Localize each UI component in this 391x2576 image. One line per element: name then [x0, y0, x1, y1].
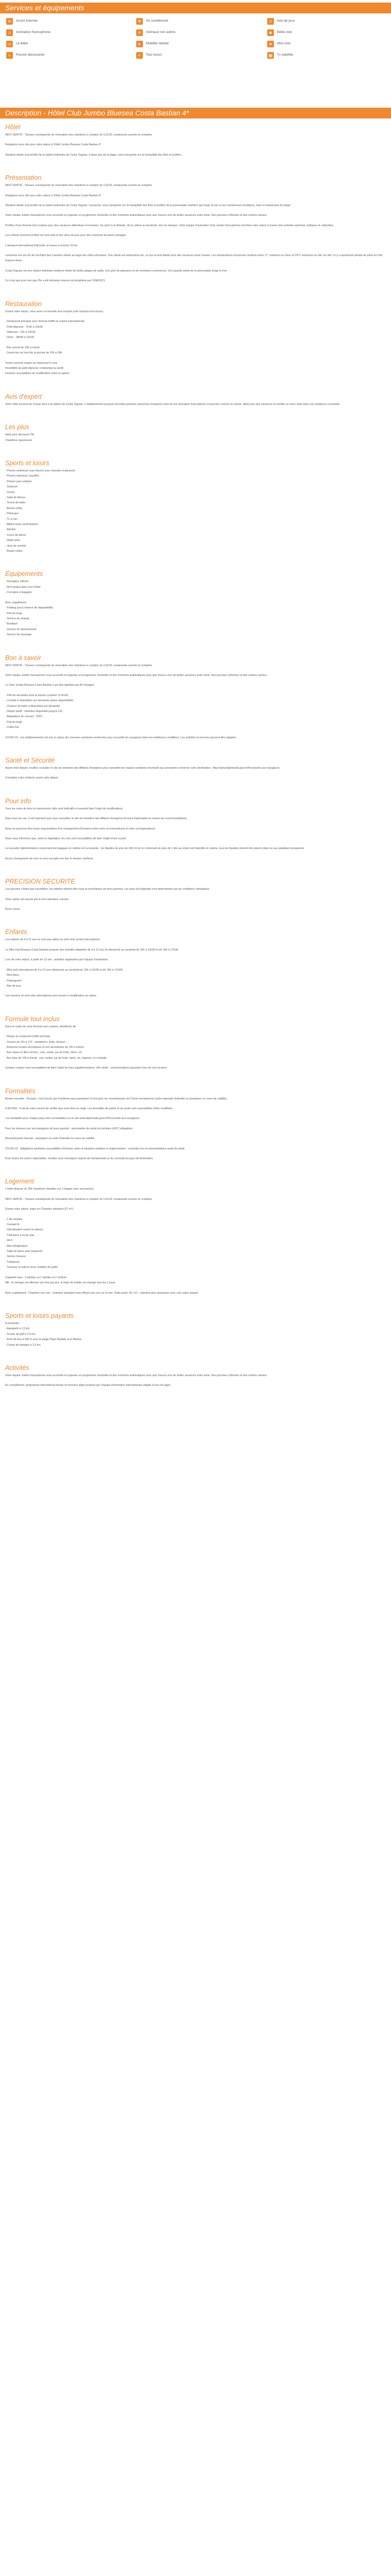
service-item: [130, 15, 261, 27]
description-content: [5, 124, 386, 1393]
list-spacer: [5, 1270, 386, 1275]
section-note: Avec supplément : Chambre vue mer : chambre standard mais offrant une vue sur la mer. Suite junior (41 m²) : chambre plus spacieuse avec coin salon séparé.: [5, 1291, 199, 1295]
service-item: [0, 27, 130, 38]
section-heading: PRECISION SECURITE: [5, 878, 75, 886]
section-paragraph: Les piscines n'étant pas surveillées, les enfants doivent être sous la surveillance de leurs parents. Les eaux de baignade sont déterminées par les conditions climatiques.: [5, 888, 210, 891]
section-paragraph: Rejoignez-nous vite pour votre séjour à l'hôtel Jumbo Bluesea Costa Bastian 4*: [5, 143, 102, 147]
service-label: Piscine découverte: [16, 53, 44, 57]
section-paragraph: Dans tous les cas, il est important que vous consultiez le site du ministère des Affaires étrangères (France Diplomatie) et suiviez les recommandations.: [5, 817, 188, 821]
list-item: - Water-polo: [5, 539, 20, 543]
service-label: Lit bébé: [16, 41, 28, 45]
section-paragraph: COVID-19 : obligations sanitaires susceptibles d'évoluer selon la situation sanitaire et réglementaire ; consultez les recommandations avant de partir.: [5, 1147, 186, 1150]
list-item: - Pataugeoire: [5, 979, 22, 982]
list-item: - Service de massage: [5, 633, 32, 637]
list-item: - Mini-réfrigérateur: [5, 1244, 28, 1248]
section-paragraph: Ressortissants français : passeport ou carte d'identité en cours de validité.: [5, 1137, 95, 1141]
list-item: - Petit déjeuner : 7h30 à 10h30: [5, 325, 43, 329]
section-paragraph: Pour toutes les autres nationalités, veuillez vous renseigner auprès de l'ambassade ou du consulat du pays de destination.: [5, 1157, 154, 1160]
section-heading: Pour info: [5, 797, 31, 805]
section-paragraph: A NOTER : Il est de votre ressort de vérifier que vous êtes en règle. Les formalités de police et de santé sont susceptibles d'être modifiées.: [5, 1107, 173, 1110]
list-item: - Cours de danse: [5, 533, 26, 537]
section-heading: Sports et loisirs payants: [5, 1312, 74, 1319]
list-item: - Mini-disco: [5, 974, 20, 977]
section-heading: Sports et loisirs: [5, 459, 50, 467]
section-heading: Hôtel: [5, 124, 21, 131]
section-paragraph: Ce n'est pas pour rien que l'île a été déclarée réserve de biosphère par l'UNESCO.: [5, 279, 106, 283]
list-item: - Parking (sous réserve de disponibilité): [5, 606, 54, 610]
animation-icon: ♫: [6, 29, 13, 36]
list-item: - Boutique: [5, 622, 18, 626]
section-heading: Formalités: [5, 1087, 36, 1095]
service-label: Animaux non admis: [146, 30, 176, 34]
section-heading: Les plus: [5, 423, 29, 431]
tv-icon: ▣: [267, 52, 274, 59]
section-paragraph: Les enfants pourront profiter du mini-club et des aires de jeux pour des moments de plaisir partagés.: [5, 234, 127, 238]
services-section: [0, 0, 391, 102]
no-pets-icon: ✕: [136, 29, 143, 36]
list-item: - Restaurant principal avec formule buffet et cuisine internationale: [5, 320, 85, 324]
section-list: [5, 968, 386, 989]
list-item: - Climatisation (selon la saison): [5, 1228, 43, 1232]
service-item: [261, 15, 391, 27]
section-heading: Avis d'expert: [5, 393, 42, 400]
list-item: - Lit bébé à disposition sur demande (selon disponibilité): [5, 699, 74, 703]
list-item: - Beach-volley: [5, 506, 23, 510]
section-paragraph: La nouvelle réglementation concernant les bagages en cabine est la suivante : les liquides de plus de 100 ml (et un contenant de plus de 1 litre au total) sont interdits en cabine, tous les liquides doivent être placés dans un sac plastique transparent.: [5, 847, 305, 851]
list-item: - Aire de jeux: [5, 984, 21, 988]
services-title: Services et équipements: [0, 3, 391, 13]
section-note: Certains snacks sont susceptibles de faire l'objet de frais supplémentaires. Info vérité : consommations payantes hors de ces horaires.: [5, 1066, 168, 1070]
list-item: - Wi-fi gratuit dans tout l'hôtel: [5, 585, 41, 589]
section-paragraph: Votre équipe Jumbo francophone vous accueille et organise un programme d'activités et des moments authentiques pour que chacun vive de belles vacances entre amis. Des journées rythmées et des soirées variées.: [5, 214, 268, 217]
section-heading: Santé et Sécurité: [5, 757, 55, 764]
service-label: Aire de jeux: [277, 19, 295, 23]
list-item: - Aux bars de 10h à minuit : eau, sodas, jus de fruits, bière, vin, liqueurs, et cocktails: [5, 1056, 107, 1060]
list-item: Idéal pour découvrir l'île: [5, 433, 35, 437]
service-label: Accès Internet: [16, 19, 38, 23]
list-item: - Pétanque: [5, 512, 19, 516]
list-item: - Aérobic: [5, 528, 16, 532]
list-item: - Snacks de 11h à 17h : sandwichs, fruits, dessert...: [5, 1040, 68, 1044]
services-grid: [0, 15, 391, 61]
list-item: - Aquapark à 1,5 km: [5, 1327, 30, 1331]
list-item: - Snack-bar au bord de la piscine de 10h à 18h: [5, 351, 62, 355]
section-paragraph: Profitez d'une formule tout compris pour des vacances détendues et réussies. Du sport à la détente, de la culture au farniente, rien ne manque. Votre équipe d'animation Club Jumbo francophone enrichira votre séjour à travers des activités sportives, ludiques et culturelles.: [5, 224, 334, 227]
list-item: - Télévision à écran plat: [5, 1233, 35, 1237]
section-paragraph: Le Club Jumbo Bluesea Costa Bastian a pu être labellisé par Air Voyages.: [5, 684, 95, 687]
section-note: Les horaires du mini-club international sont soumis à modification sur place.: [5, 994, 97, 998]
section-list: [5, 693, 386, 731]
list-item: - Téléphone: [5, 1260, 20, 1264]
list-item: - Piscine pour enfants: [5, 480, 32, 483]
list-item: - Salle de fitness: [5, 496, 26, 499]
list-item: - Chaises de bébé à disposition sur demande: [5, 704, 60, 708]
list-item: Possibilité de petit déjeuner continental ou tardif.: [5, 366, 64, 370]
list-item: - Consigne à bagages: [5, 591, 32, 595]
list-item: - Tir à l'arc: [5, 517, 18, 521]
section-paragraph: Les enfants de 4 à 11 ans ne sont pas admis au mini-club Jumbo francophone.: [5, 938, 101, 942]
section-paragraph: Le Mini-club Bluesea Costa Bastian propose des activités adaptées de 4 à 12 ans du dimanche au vendredi de 10h à 12h30 et de 15h à 17h30.: [5, 948, 179, 952]
service-label: Mini-club: [277, 41, 291, 45]
list-item: - Wi-fi: [5, 1239, 12, 1243]
list-item: - Mini-club international de 4 à 12 ans (dimanche au vendredi de 10h à 12h30 et de 15h à 17h30): [5, 968, 123, 972]
description-title: Description - Hôtel Club Jumbo Bluesea Costa Bastian 4*: [0, 108, 391, 118]
section-paragraph: Votre équipe Jumbo francophone vous accueille et organise un programme d'activités et des moments authentiques pour que chacun vive de belles vacances entre amis. Des journées rythmées et des soirées variées.: [5, 673, 268, 677]
list-item: - Beach-volley: [5, 550, 23, 553]
section-paragraph: INFO VERITÉ : Travaux conséquents de rénovation des chambres à compter du 1/11/20, restaurants ouverts et complets.: [5, 133, 153, 137]
list-item: - Terrasse ou balcon avec mobilier de jardin: [5, 1266, 58, 1269]
service-label: Animation francophone: [16, 30, 51, 34]
all-inclusive-icon: ✓: [136, 52, 143, 59]
snowflake-icon: ✻: [136, 18, 143, 25]
section-note: COVID-19 : Les établissements ont mis en place des mesures sanitaires renforcées pour accueillir les voyageurs dans les meilleures conditions. Les activités et services peuvent être adaptés.: [5, 736, 237, 739]
list-item: - Canapé-lit: [5, 1223, 20, 1227]
list-item: - Départ tardif : chambre disponible jusqu'à 12h: [5, 709, 63, 713]
list-item: À proximité :: [5, 1321, 21, 1325]
list-spacer: [5, 341, 386, 345]
wifi-icon: ≋: [6, 18, 13, 25]
list-spacer: [5, 596, 386, 600]
list-item: - Déjeuner : 13h à 15h30: [5, 330, 36, 334]
service-label: Tv satellite: [277, 53, 294, 57]
section-paragraph: Votre séjour est assuré par le tour-opérateur suivant :: [5, 897, 70, 901]
list-item: - Service de change: [5, 617, 30, 620]
list-item: - Jeux de société: [5, 544, 26, 548]
section-heading: Équipements: [5, 570, 43, 578]
pool-icon: ≈: [6, 52, 13, 59]
section-heading: Présentation: [5, 174, 42, 182]
list-item: Chambres spacieuses: [5, 438, 32, 442]
section-paragraph: INFO VERITÉ : Travaux conséquents de rénovation des chambres à compter du 1/11/20, restaurants ouverts et complets.: [5, 664, 153, 667]
list-item: - Terrain de golf à 2,5 km: [5, 1332, 36, 1336]
section-heading: Bon à savoir: [5, 654, 41, 662]
list-item: - Salle de bains avec baignoire: [5, 1250, 43, 1253]
list-item: - Bar central de 10h à minuit: [5, 346, 40, 349]
list-spacer: [5, 356, 386, 361]
list-item: - Aux repas en libre service : eau, sodas, jus de fruits, bière, vin: [5, 1051, 82, 1055]
service-item: [261, 38, 391, 49]
section-paragraph: Votre équipe Jumbo francophone vous accueille et organise un programme d'activités et des moments authentiques pour que chacun vive de belles vacances entre amis. Des journées rythmées et des soirées variées.: [5, 1374, 268, 1377]
section-paragraph: Consultez votre médecin avant votre départ.: [5, 776, 59, 780]
list-item: Tenue correcte exigée au restaurant le soir.: [5, 361, 58, 365]
section-paragraph: Durant votre séjour, vous serez en formule tout compris (voir rubrique tout inclus).: [5, 310, 104, 313]
list-item: - Centre de plongée à 2,5 km: [5, 1343, 41, 1347]
list-item: - Adaptateur de courant : 220V: [5, 715, 43, 719]
section-list: [5, 1217, 386, 1286]
section-paragraph: Nous vous informons que, selon la législation, les vols sont susceptibles de faire l'objet d'une escale.: [5, 837, 127, 841]
section-paragraph: Lors de votre séjour, à partir de 12 ans : activités organisées par l'équipe d'animation.: [5, 958, 109, 962]
list-item: NB : le ménage est effectué une fois par jour, le linge de toilette est changé tous les 2 jours.: [5, 1281, 116, 1285]
section-list: [5, 432, 386, 443]
list-item: - Dîner : 18h45 à 21h30: [5, 336, 34, 340]
section-paragraph: Les modalités pour chaque pays sont consultables sur le site www.diplomatie.gouv.fr/fr/conseils-aux-voyageurs.: [5, 1117, 140, 1121]
kids-club-icon: ★: [267, 41, 274, 47]
list-item: - 2 lits simples: [5, 1217, 23, 1221]
section-list: [5, 1034, 386, 1061]
list-item: - Tennis: [5, 490, 15, 494]
section-list: [5, 468, 386, 554]
section-paragraph: L'aéroport international d'Arrecife se trouve à environ 15 km.: [5, 244, 78, 247]
section-paragraph: Situation idéale à proximité de la station balnéaire de Costa Teguise, Lanzarote, vous transporte sur la tranquillité des flots et profitez de la promenade maritime qui longe la mer et ses nombreuses boutiques, bars et restaurants de plage.: [5, 204, 291, 208]
list-item: - Tennis de table: [5, 501, 25, 505]
list-item: - Boissons locales alcoolisées et non alcoolisées de 10h à minuit: [5, 1045, 84, 1049]
list-item: Horaires susceptibles de modification selon la saison.: [5, 372, 70, 376]
section-paragraph: Votre hôtel au bord de l'océan face à la station de Costa Teguise. L'établissement propose de belles piscines entourées d'espaces verts et une animation francophone en journée comme en soirée. Idéal pour des vacances en famille ou entre amis dans une ambiance conviviale.: [5, 402, 340, 406]
section-paragraph: Nous ne pourrons être tenus responsables d'un changement d'horaires entre votre vol international et votre correspondance.: [5, 827, 156, 831]
section-paragraph: INFO VERITÉ : Travaux conséquents de rénovation des chambres à compter du 1/11/20, restaurants ouverts et complets.: [5, 184, 153, 188]
section-paragraph: Tous les noms de lieux et monuments cités sont indicatifs et peuvent faire l'objet de modifications.: [5, 807, 123, 810]
list-item: - Sèche-cheveux: [5, 1255, 26, 1259]
service-item: [261, 27, 391, 38]
section-paragraph: Lanzarote est une île de l'archipel des Canaries située au large des côtes africaines. Son climat est subtropical sec, ce qui la rend idéale pour des vacances toute l'année. Les températures moyennes oscillent entre 17° minimum en hiver et 29°C maximum en été. En été, il n'y a quasiment jamais de pluie et il fait toujours beau.: [5, 254, 382, 263]
section-heading: Logement: [5, 1178, 34, 1185]
list-item: - Repas au restaurant buffet principal: [5, 1035, 51, 1039]
section-heading: Restauration: [5, 300, 42, 308]
list-item: - Réception 24h/24: [5, 580, 28, 584]
list-item: - Piscine intérieure chauffée: [5, 474, 39, 478]
service-item: [0, 15, 130, 27]
section-paragraph: Dans le cadre de votre formule tout compris, bénéficiez de :: [5, 1025, 77, 1028]
section-paragraph: Durant votre séjour, logez en Chambre standard (27 m²) :: [5, 1208, 75, 1211]
list-item: - Prêt de linge: [5, 720, 22, 724]
section-paragraph: Aucun changement de nom ne sera accepté une fois le dossier confirmé.: [5, 857, 94, 860]
service-item: [130, 49, 261, 61]
baby-icon: ☻: [267, 29, 274, 36]
service-label: Tout inclus: [146, 53, 162, 57]
service-label: Air conditionné: [146, 19, 168, 23]
section-list: [5, 1321, 386, 1348]
list-item: - Solarium: [5, 485, 18, 489]
list-item: - Service de blanchisserie: [5, 628, 37, 631]
service-item: [0, 49, 130, 61]
section-paragraph: Bonne nouvelle : l'Europe, c'est l'accès aux frontières sans passeport ni visa pour les ressortissants de l'Union européenne (carte nationale d'identité ou passeport en cours de validité).: [5, 1097, 227, 1100]
service-label: Mobilité réduite: [146, 41, 169, 45]
section-paragraph: L'hôtel dispose de 394 chambres réparties sur 2 étages avec ascenseurs.: [5, 1188, 94, 1191]
list-item: - Arrêt de bus à 300 m pour la plage Playa Bastián et le Marina: [5, 1338, 82, 1342]
list-item: - Prêt de linge: [5, 612, 22, 615]
service-item: [0, 38, 130, 49]
wheelchair-icon: ♿: [136, 41, 143, 47]
section-heading: Enfants: [5, 928, 27, 936]
section-paragraph: INFO VERITÉ : Travaux conséquents de rénovation des chambres à compter du 1/11/20, restaurants ouverts et complets.: [5, 1197, 153, 1201]
service-item: [261, 49, 391, 61]
list-item: - Prêt de serviettes pour la piscine (caution 10 EUR): [5, 693, 69, 697]
list-item: - Coffre-fort: [5, 726, 19, 730]
section-paragraph: Costa Teguise est une station balnéaire moderne dotée de belles plages de sable, d'un port de plaisance et de nombreux commerces. Une grande partie de la promenade longe la mer.: [5, 269, 228, 273]
section-paragraph: Pour les mineurs non accompagnés de leurs parents : autorisation de sortie du territoire (AST) obligatoire.: [5, 1127, 134, 1130]
list-item: - Piscine extérieure (eau douce) avec transats et parasols: [5, 469, 75, 472]
section-paragraph: Avant votre départ, veuillez consulter le site du ministère des Affaires étrangères pour connaître les risques sanitaires éventuels qui pourraient concerner votre destination : http://www.diplomatie.gouv.fr/fr/conseils-aux-voyageurs.: [5, 767, 281, 770]
section-paragraph: Situation idéale à proximité de la station balnéaire de Costa Teguise, à deux pas de la plage, vous transporte sur la tranquillité des flots et profitez...: [5, 153, 184, 157]
list-item: Capacité maxi : 3 adultes ou 2 adultes et 2 enfants: [5, 1276, 67, 1279]
section-list: [5, 319, 386, 377]
service-label: Bébé club: [277, 30, 292, 34]
section-paragraph: Nous n'avez: [5, 908, 20, 911]
cot-icon: ▭: [6, 41, 13, 47]
section-list: [5, 579, 386, 637]
section-heading: Formule tout inclus: [5, 1015, 60, 1023]
section-paragraph: En complément, programme international diurne et nocturne léger proposé par l'équipe d'animation internationale adapté à tous les âges.: [5, 1384, 171, 1387]
section-heading: Activités: [5, 1364, 29, 1371]
list-item: - Billard (avec participation): [5, 523, 39, 527]
playground-icon: ☺: [267, 18, 274, 25]
service-item: [130, 38, 261, 49]
list-item: Avec supplément :: [5, 601, 28, 604]
service-item: [130, 27, 261, 38]
section-paragraph: Rejoignez-nous vite pour votre séjour à l'hôtel Jumbo Bluesea Costa Bastian 4*: [5, 194, 102, 197]
